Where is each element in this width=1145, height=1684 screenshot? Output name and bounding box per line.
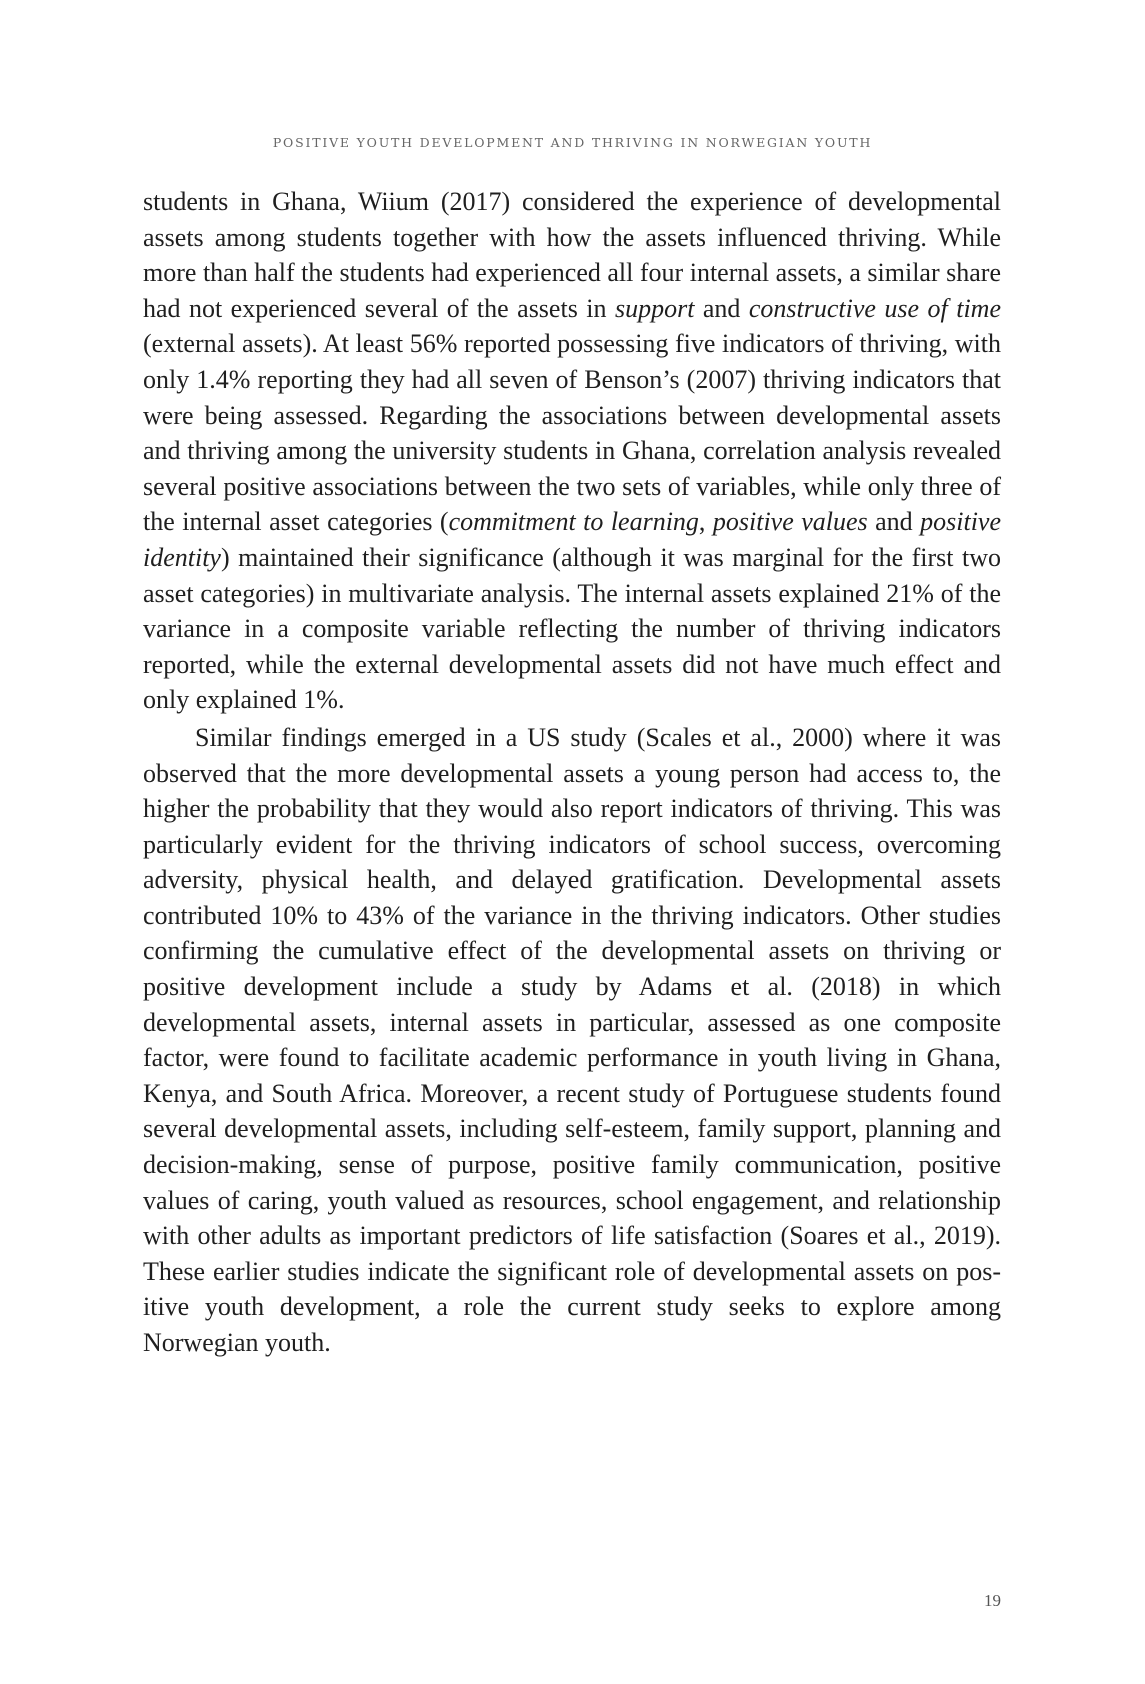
italic-term-positive-identity: positive identity (143, 507, 1001, 572)
text-segment: students in Ghana, Wiium (2017) considered the experience of developmental assets among students together with how the assets influenced thriving. While more than half the students had experienced all four internal assets, a similar share had not experienced several of the assets in (143, 187, 1001, 323)
text-segment: ) maintained their significance (although it was marginal for the first two asset categories) in multivariate analysis. The internal assets explained 21% of the variance in a composite variable reflecting the number of thriving indicators reported, while the external developmental assets did not have much effect and only explained 1%. (143, 542, 1001, 715)
italic-term-commitment-to-learning: commitment to learning (448, 507, 699, 537)
page-number: 19 (984, 1591, 1001, 1610)
running-header: POSITIVE YOUTH DEVELOPMENT AND THRIVING IN NORWEGIAN YOUTH (272, 135, 873, 150)
italic-term-positive-values: positive values (712, 507, 868, 537)
text-segment: , (698, 507, 713, 537)
paragraph-2 (143, 720, 1001, 1361)
text-segment: (external assets). At least 56% reported possessing five indicators of thriving, with only 1.4% reporting they had all seven of Benson’s (2007) thriving indicators that were being assessed. Regarding the associations between developmental assets and thriving among the university students in Ghana, correlation analysis revealed several positive associations between the two sets of variables, while only three of the internal asset categories ( (143, 329, 1001, 537)
text-segment: and (694, 293, 749, 323)
paragraph-1 (143, 184, 1001, 718)
italic-term-constructive-use-of-time: constructive use of time (748, 293, 1001, 323)
body-text (143, 184, 1001, 1361)
italic-term-support: support (614, 293, 695, 323)
text-segment: and (867, 507, 921, 537)
text-segment: Similar findings emerged in a US study (Scales et al., 2000) where it was observed that the more developmental assets a young person had access to, the higher the probability that they would also report indicators of thriving. This was particularly evident for the thriving indicators of school success, overcoming adversity, physical health, and delayed gratification. Developmental assets contributed 10% to 43% of the variance in the thriving indicators. Other studies confirming the cumulative effect of the developmental assets on thriving or positive development include a study by Adams et al. (2018) in which developmental assets, internal assets in particular, assessed as one composite factor, were found to facilitate academic performance in youth living in Ghana, Kenya, and South Africa. Moreover, a recent study of Portuguese students found several developmental assets, including self-esteem, family support, planning and decision-making, sense of purpose, positive family communication, positive values of caring, youth valued as resources, school engagement, and relationship with other adults as important predictors of life satisfaction (Soares et al., 2019). These earlier studies indicate the significant role of developmental assets on positive youth development, a role the current study seeks to explore among Norwegian youth. (143, 722, 1001, 1357)
